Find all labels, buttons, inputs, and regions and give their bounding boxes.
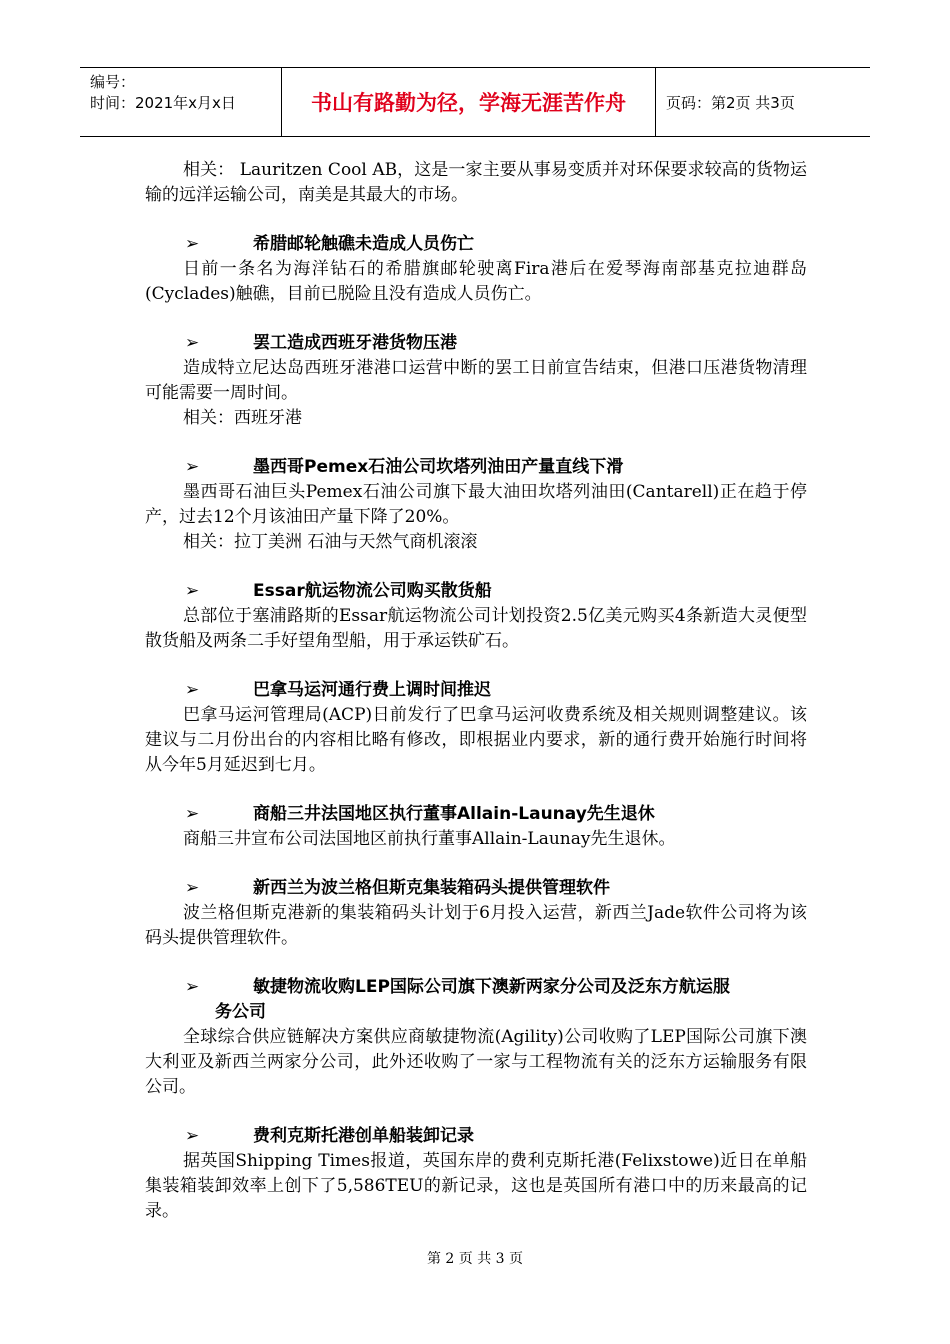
bullet-arrow-icon: ➢ [185,333,200,353]
doc-date: 时间：2021年x月x日 [90,94,236,112]
page-footer: 第 2 页 共 3 页 [426,1251,524,1267]
article-heading: ➢ 希腊邮轮触礁未造成人员伤亡 [145,232,807,257]
article-body: 总部位于塞浦路斯的Essar航运物流公司计划投资2.5亿美元购买4条新造大灵便型散货船及两条二手好望角型船，用于承运铁矿石。 [145,606,807,651]
bullet-arrow-icon: ➢ [185,977,200,997]
header-meta [80,68,282,136]
article-related: 相关：拉丁美洲 石油与天然气商机滚滚 [183,532,478,552]
document-body [145,158,807,1224]
article-heading: ➢ Essar航运物流公司购买散货船 [145,579,807,604]
article-body: 日前一条名为海洋钻石的希腊旗邮轮驶离Fira港后在爱琴海南部基克拉迪群岛(Cyclades)触礁，目前已脱险且没有造成人员伤亡。 [145,259,807,304]
article-heading: ➢ 费利克斯托港创单船装卸记录 [145,1124,807,1149]
article-body: 巴拿马运河管理局(ACP)日前发行了巴拿马运河收费系统及相关规则调整建议。该建议与二月份出台的内容相比略有修改，即根据业内要求，新的通行费开始施行时间将从今年5月延迟到七月。 [145,705,807,775]
article-heading: ➢ 墨西哥Pemex石油公司坎塔列油田产量直线下滑 [145,455,807,480]
bullet-arrow-icon: ➢ [185,878,200,898]
bullet-arrow-icon: ➢ [185,680,200,700]
article-body: 波兰格但斯克港新的集装箱码头计划于6月投入运营，新西兰Jade软件公司将为该码头提供管理软件。 [145,903,807,948]
intro-paragraph: 相关： Lauritzen Cool AB，这是一家主要从事易变质并对环保要求较高的货物运输的远洋运输公司，南美是其最大的市场。 [145,160,807,205]
header-page-info: 页码：第2页 共3页 [666,93,795,112]
article-body: 商船三井宣布公司法国地区前执行董事Allain-Launay先生退休。 [183,829,676,849]
article-heading: ➢ 商船三井法国地区执行董事Allain-Launay先生退休 [145,802,807,827]
article-heading: ➢ 罢工造成西班牙港货物压港 [145,331,807,356]
bullet-arrow-icon: ➢ [185,804,200,824]
article-body: 墨西哥石油巨头Pemex石油公司旗下最大油田坎塔列油田(Cantarell)正在趋于停产，过去12个月该油田产量下降了20%。 [145,482,807,527]
bullet-arrow-icon: ➢ [185,234,200,254]
bullet-arrow-icon: ➢ [185,1126,200,1146]
page-header [80,67,870,137]
article-heading: ➢ 巴拿马运河通行费上调时间推迟 [145,678,807,703]
article-related: 相关：西班牙港 [183,408,302,428]
article-body: 全球综合供应链解决方案供应商敏捷物流(Agility)公司收购了LEP国际公司旗下澳大利亚及新西兰两家分公司，此外还收购了一家与工程物流有关的泛东方运输服务有限公司。 [145,1027,807,1097]
article-heading: ➢ 新西兰为波兰格但斯克集装箱码头提供管理软件 [145,876,807,901]
article-body: 据英国Shipping Times报道，英国东岸的费利克斯托港(Felixstowe)近日在单船集装箱装卸效率上创下了5,586TEU的新记录，这也是英国所有港口中的历来最高的记录。 [145,1151,807,1221]
doc-number: 编号： [90,73,136,91]
article-heading: ➢ 敏捷物流收购LEP国际公司旗下澳新两家分公司及泛东方航运服 务公司 [185,977,730,1022]
header-motto: 书山有路勤为径，学海无涯苦作舟 [282,68,656,136]
bullet-arrow-icon: ➢ [185,457,200,477]
article-body: 造成特立尼达岛西班牙港港口运营中断的罢工日前宣告结束，但港口压港货物清理可能需要一周时间。 [145,358,807,403]
bullet-arrow-icon: ➢ [185,581,200,601]
